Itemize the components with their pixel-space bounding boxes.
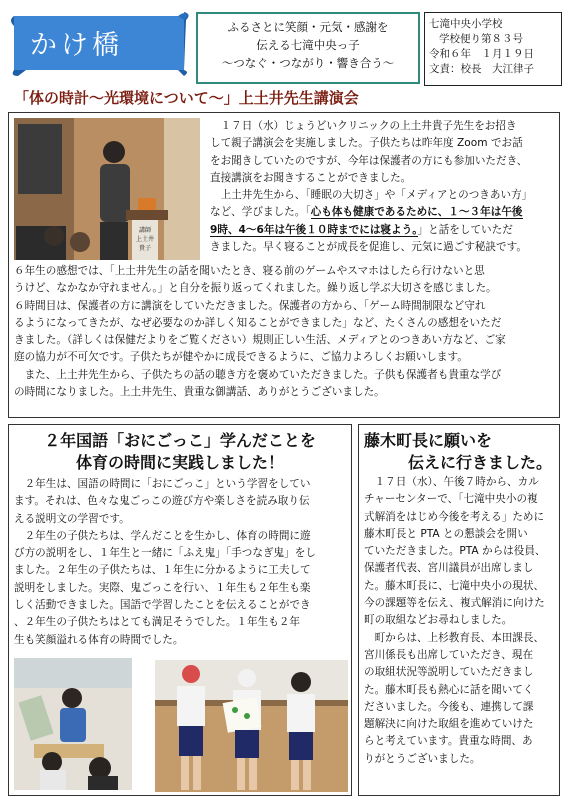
text-line: た。藤木町長も熱心に話を聞いてく bbox=[364, 683, 534, 696]
text-line: の時間になりました。上土井先生、貴重な御講話、ありがとうございました。 bbox=[14, 386, 385, 399]
classroom-photo bbox=[14, 658, 132, 790]
text-line: ました。２年生の子供たちは、１年生に分かるように工夫して bbox=[14, 564, 311, 577]
text-line: える説明文の学習です。 bbox=[14, 512, 130, 525]
article3-title bbox=[364, 430, 556, 474]
issue-date: 令和６年 １月１９日 bbox=[429, 48, 534, 60]
text-line: 、２年生の子供たちはとても満足そうでした。１年生も２年 bbox=[14, 616, 301, 629]
text-line: ２年生の子供たちは、学んだことを生かし、体育の時間に遊 bbox=[14, 529, 311, 542]
slogan-line: ふるさとに笑顔・元気・感謝を bbox=[227, 20, 389, 34]
text-line: 式解消をはじめ今後を考える」ために bbox=[364, 510, 545, 523]
text-line: 宮川係長も出席していただき、現在 bbox=[364, 648, 534, 661]
gym-photo bbox=[155, 660, 348, 792]
issue-author: 文責：校長 大江律子 bbox=[429, 63, 534, 75]
article1-body bbox=[14, 263, 554, 401]
article2-body bbox=[14, 476, 346, 649]
article1-intro bbox=[210, 118, 554, 256]
text-line: らと考えています。貴重な時間、あ bbox=[364, 735, 533, 748]
text-line: 藤木町長と PTA との懇談会を開い bbox=[364, 527, 528, 540]
text-segment: など、学びました。「 bbox=[210, 206, 311, 219]
title-line: ２年国語「おにごっこ」学んだことを bbox=[44, 431, 316, 450]
text-line: ます。それは、色々な鬼ごっこの遊び方や楽しさを読み取り伝 bbox=[14, 495, 310, 508]
text-line: ていただきました。PTA からは役員、 bbox=[364, 545, 546, 558]
title-line: 体育の時間に実践しました！ bbox=[75, 453, 284, 472]
slogan-line: 伝える七滝中央っ子 bbox=[256, 38, 360, 52]
text-line: ６年生の感想では、「上土井先生の話を聞いたとき、寝る前のゲームやスマホはしたら行けないと思 bbox=[14, 265, 485, 277]
text-line: １７日（水）じょうどいクリニックの上土井貴子先生をお招き bbox=[210, 120, 517, 132]
school-slogan bbox=[196, 12, 420, 84]
sleep-guideline-highlight: 心も体も健康であるために、１〜３年は午後 bbox=[310, 206, 523, 219]
text-line: ださいました。今後も、連携して課 bbox=[364, 700, 534, 713]
text-line: をお聞きしていたのですが、今年は保護者の方にも参加いただき、 bbox=[210, 154, 528, 167]
lecture-photo bbox=[14, 118, 200, 260]
article1-headline: 「体の時計〜光環境について〜」上土井先生講演会 bbox=[14, 89, 359, 107]
text-line: 保護者代表、宮川議員が出席しまし bbox=[364, 562, 534, 575]
podium-sign-role: 講師 bbox=[138, 227, 152, 234]
text-line: しく活動できました。国語で学習したことを伝えることができ bbox=[14, 599, 311, 612]
text-line: 今の課題等を伝え、複式解消に向けた bbox=[364, 597, 545, 610]
issue-info bbox=[424, 12, 562, 86]
text-line: １７日（水）、午後７時から、カル bbox=[364, 476, 539, 488]
title-line: 藤木町長に願いを bbox=[364, 431, 493, 450]
podium-sign-name: 上土井 bbox=[135, 236, 155, 243]
text-line: チャーセンターで、「七滝中央小の複 bbox=[364, 493, 538, 506]
text-line bbox=[210, 204, 554, 221]
text-line: び方の説明をし、１年生と一緒に「ふえ鬼」「手つなぎ鬼」をし bbox=[14, 547, 316, 560]
text-line: ６時間目は、保護者の方に講演をしていただきました。保護者の方から、「ゲーム時間制限など守れ bbox=[14, 299, 486, 312]
newsletter-title: かけ橋 bbox=[30, 30, 123, 61]
text-line: きました。（詳しくは保健だよりをご覧ください）規則正しい生活、メディアとのつきあい方など、ご家 bbox=[14, 334, 506, 347]
text-line: 説明をしました。実際、鬼ごっこを行い、１年生も２年生も楽 bbox=[14, 581, 311, 594]
text-line bbox=[210, 222, 554, 239]
article2-title bbox=[14, 430, 346, 474]
text-line: 庭の協力が不可欠です。子供たちが健やかに成長できるように、ご協力よろしくお願いします。 bbox=[14, 351, 468, 364]
text-line: また、上土井先生から、子供たちの話の聴き方を褒めていただきました。子供も保護者も貴重な学び bbox=[14, 368, 502, 381]
text-line: 町の取組などお尋ねしました。 bbox=[364, 614, 513, 627]
podium-sign-name-2: 貴子 bbox=[138, 245, 152, 252]
school-name: 七滝中央小学校 bbox=[429, 18, 503, 30]
text-line: 直接講演をお聞きすることができました。 bbox=[210, 171, 412, 184]
text-segment: 」と話をしていただ bbox=[417, 223, 513, 236]
text-line: 題解決に向けた取組を進めていけた bbox=[364, 718, 534, 731]
text-line: た。藤木町長に、七滝中央小の現状、 bbox=[364, 579, 545, 592]
text-line: の取組状況等説明していただきまし bbox=[364, 666, 534, 679]
text-line: りがとうございました。 bbox=[364, 752, 481, 765]
text-line: 上土井先生から、「睡眠の大切さ」や「メディアとのつきあい方」 bbox=[210, 189, 533, 202]
slogan-line: 〜つなぐ・つながり・響き合う〜 bbox=[221, 56, 395, 70]
sleep-guideline-highlight: 9時、4〜6年は午後１０時までには寝よう。 bbox=[210, 223, 418, 236]
text-line: るようになってきたが、なぜ必要なのか詳しく知ることができました」など、たくさんの感想をいただ bbox=[14, 316, 502, 329]
text-line: 町からは、上杉教育長、本田課長、 bbox=[364, 631, 545, 644]
text-line: して親子講演会を実施しました。子供たちは昨年度 Zoom でお話 bbox=[210, 137, 523, 150]
text-line: うけど、なかなか守れません。」と自分を振り返ってくれました。繰り返し学ぶ大切さを感じました。 bbox=[14, 282, 497, 295]
text-line: ２年生は、国語の時間に「おにごっこ」という学習をしてい bbox=[14, 478, 311, 490]
text-line: きました。早く寝ることが成長を促進し、元気に過ごす秘訣です。 bbox=[210, 241, 527, 254]
issue-number: 学校便り第８３号 bbox=[439, 33, 523, 45]
text-line: 生も笑顔溢れる体育の時間でした。 bbox=[14, 633, 184, 646]
article3-body bbox=[364, 474, 556, 768]
title-line: 伝えに行きました。 bbox=[407, 453, 552, 472]
newsletter-title-banner bbox=[8, 10, 190, 78]
